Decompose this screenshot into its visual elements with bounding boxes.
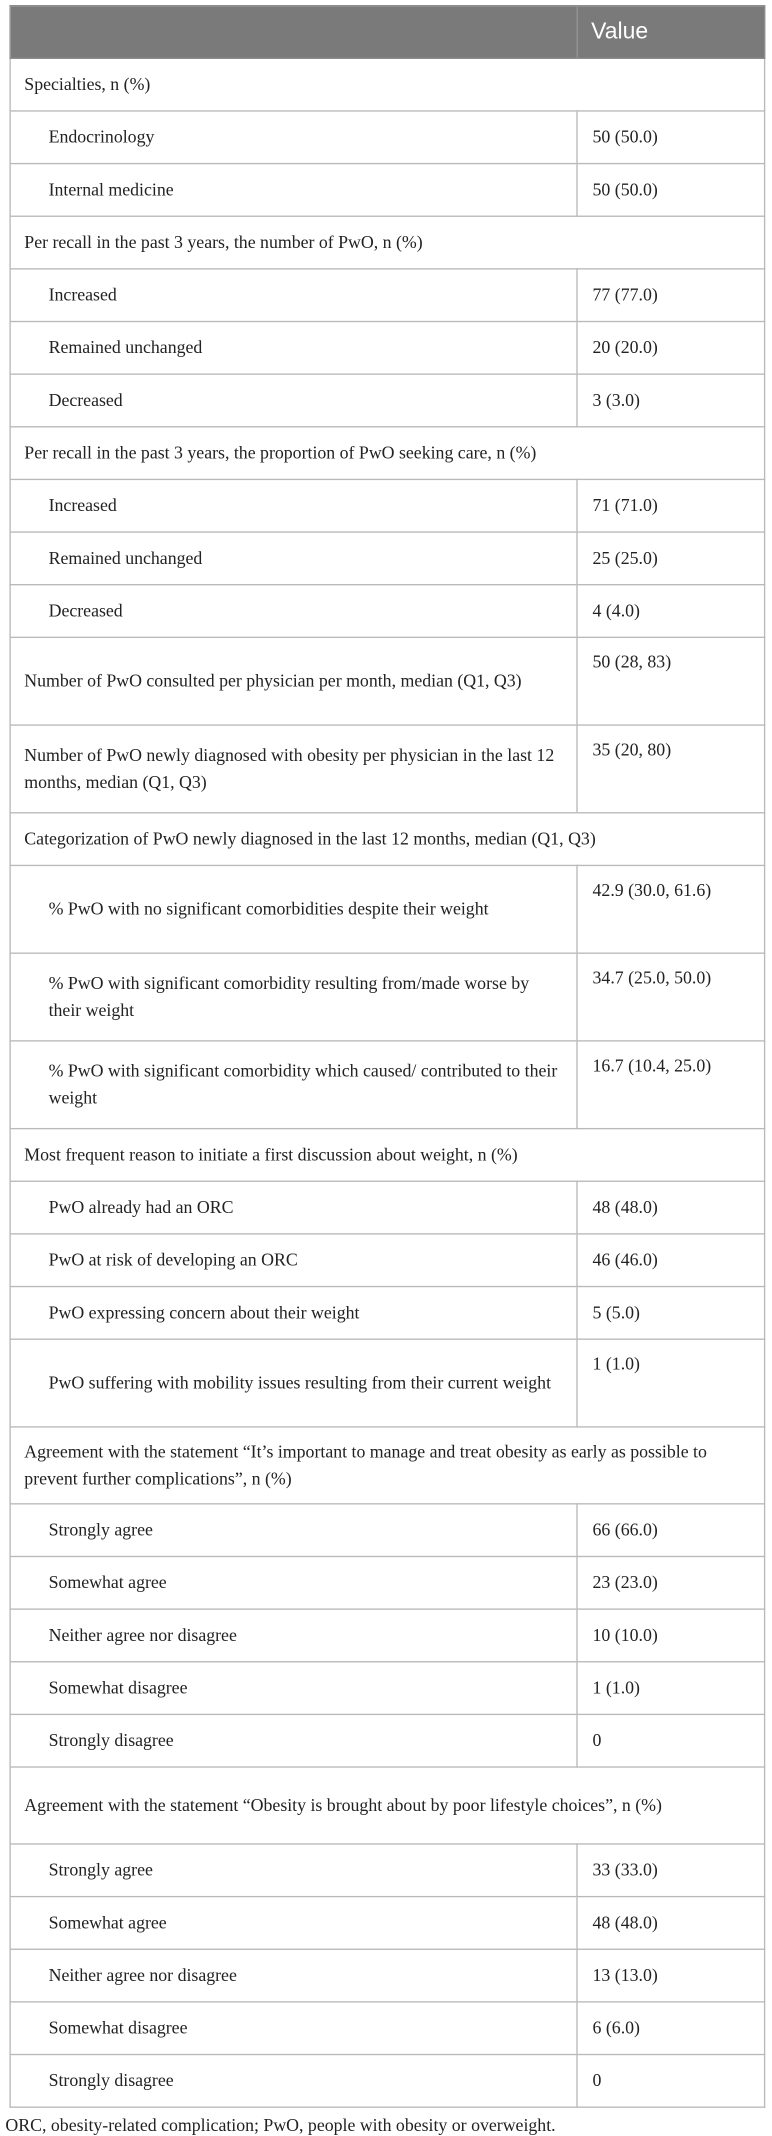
row-value: 46 (46.0) — [577, 1234, 765, 1287]
table-row — [10, 322, 764, 375]
row-value: 0 — [577, 2055, 765, 2108]
table-row — [10, 269, 764, 322]
row-label: Strongly disagree — [10, 1714, 577, 1767]
table-row — [10, 374, 764, 427]
row-label: Remained unchanged — [10, 322, 577, 375]
section-label: Most frequent reason to initiate a first discussion about weight, n (%) — [10, 1129, 764, 1182]
row-label: PwO suffering with mobility issues resulting from their current weight — [10, 1339, 577, 1427]
section-header-row — [10, 637, 764, 725]
table-row — [10, 1287, 764, 1340]
row-label: Decreased — [10, 585, 577, 638]
table-row — [10, 1556, 764, 1609]
row-value: 66 (66.0) — [577, 1504, 765, 1557]
section-label: Per recall in the past 3 years, the number of PwO, n (%) — [10, 216, 764, 269]
row-label: Internal medicine — [10, 164, 577, 217]
section-value: 50 (28, 83) — [577, 637, 765, 725]
section-header-row — [10, 813, 764, 866]
row-value: 0 — [577, 1714, 765, 1767]
row-value: 23 (23.0) — [577, 1556, 765, 1609]
row-label: Strongly disagree — [10, 2055, 577, 2108]
row-label: % PwO with significant comorbidity which caused/ contributed to their weight — [10, 1041, 577, 1129]
row-label: Increased — [10, 479, 577, 532]
table-row — [10, 585, 764, 638]
section-label: Number of PwO consulted per physician per month, median (Q1, Q3) — [10, 637, 577, 725]
row-label: Somewhat agree — [10, 1897, 577, 1950]
table-row — [10, 1844, 764, 1897]
row-value: 48 (48.0) — [577, 1897, 765, 1950]
section-header-row — [10, 1767, 764, 1844]
row-label: % PwO with significant comorbidity resulting from/made worse by their weight — [10, 953, 577, 1041]
section-header-row — [10, 216, 764, 269]
section-header-row — [10, 58, 764, 111]
row-label: Neither agree nor disagree — [10, 1949, 577, 2002]
table-row — [10, 1897, 764, 1950]
row-label: Neither agree nor disagree — [10, 1609, 577, 1662]
row-value: 1 (1.0) — [577, 1662, 765, 1715]
row-label: Strongly agree — [10, 1844, 577, 1897]
row-value: 48 (48.0) — [577, 1181, 765, 1234]
row-label: Increased — [10, 269, 577, 322]
row-value: 71 (71.0) — [577, 479, 765, 532]
document-page — [0, 5, 772, 2136]
section-header-row — [10, 725, 764, 813]
section-label: Number of PwO newly diagnosed with obesity per physician in the last 12 months, median (Q1, Q3) — [10, 725, 577, 813]
section-label: Specialties, n (%) — [10, 58, 764, 111]
table-row — [10, 1234, 764, 1287]
row-value: 13 (13.0) — [577, 1949, 765, 2002]
table-row — [10, 953, 764, 1041]
table-row — [10, 1041, 764, 1129]
row-label: PwO expressing concern about their weight — [10, 1287, 577, 1340]
section-header-row — [10, 1129, 764, 1182]
section-header-row — [10, 1427, 764, 1504]
row-value: 50 (50.0) — [577, 164, 765, 217]
table-row — [10, 1714, 764, 1767]
section-label: Categorization of PwO newly diagnosed in the last 12 months, median (Q1, Q3) — [10, 813, 764, 866]
row-label: PwO already had an ORC — [10, 1181, 577, 1234]
row-value: 4 (4.0) — [577, 585, 765, 638]
table-row — [10, 532, 764, 585]
header-blank-cell — [10, 6, 577, 59]
table-row — [10, 1609, 764, 1662]
row-value: 10 (10.0) — [577, 1609, 765, 1662]
row-label: Somewhat disagree — [10, 2002, 577, 2055]
table-row — [10, 1949, 764, 2002]
row-value: 34.7 (25.0, 50.0) — [577, 953, 765, 1041]
table-body — [10, 58, 764, 2107]
section-label: Per recall in the past 3 years, the proportion of PwO seeking care, n (%) — [10, 427, 764, 480]
table-row — [10, 865, 764, 953]
table-row — [10, 1504, 764, 1557]
section-label: Agreement with the statement “Obesity is brought about by poor lifestyle choices”, n (%) — [10, 1767, 764, 1844]
row-label: Somewhat agree — [10, 1556, 577, 1609]
row-value: 77 (77.0) — [577, 269, 765, 322]
row-label: % PwO with no significant comorbidities despite their weight — [10, 865, 577, 953]
section-label: Agreement with the statement “It’s important to manage and treat obesity as early as possible to prevent further complications”, n (%) — [10, 1427, 764, 1504]
table-header-row — [10, 6, 764, 59]
row-label: Somewhat disagree — [10, 1662, 577, 1715]
row-label: Decreased — [10, 374, 577, 427]
row-value: 50 (50.0) — [577, 111, 765, 164]
table-row — [10, 479, 764, 532]
row-label: Remained unchanged — [10, 532, 577, 585]
table-row — [10, 111, 764, 164]
table-row — [10, 164, 764, 217]
table-row — [10, 2002, 764, 2055]
table-row — [10, 2055, 764, 2108]
table-row — [10, 1662, 764, 1715]
row-value: 20 (20.0) — [577, 322, 765, 375]
row-value: 33 (33.0) — [577, 1844, 765, 1897]
table-row — [10, 1181, 764, 1234]
row-value: 3 (3.0) — [577, 374, 765, 427]
row-value: 1 (1.0) — [577, 1339, 765, 1427]
row-label: Endocrinology — [10, 111, 577, 164]
row-label: Strongly agree — [10, 1504, 577, 1557]
row-value: 42.9 (30.0, 61.6) — [577, 865, 765, 953]
row-value: 16.7 (10.4, 25.0) — [577, 1041, 765, 1129]
row-value: 25 (25.0) — [577, 532, 765, 585]
row-value: 5 (5.0) — [577, 1287, 765, 1340]
row-value: 6 (6.0) — [577, 2002, 765, 2055]
table-footnote: ORC, obesity-related complication; PwO, people with obesity or overweight. — [5, 2114, 556, 2135]
row-label: PwO at risk of developing an ORC — [10, 1234, 577, 1287]
section-value: 35 (20, 80) — [577, 725, 765, 813]
table-row — [10, 1339, 764, 1427]
survey-results-table — [9, 5, 765, 2108]
header-value-cell: Value — [577, 6, 765, 59]
section-header-row — [10, 427, 764, 480]
